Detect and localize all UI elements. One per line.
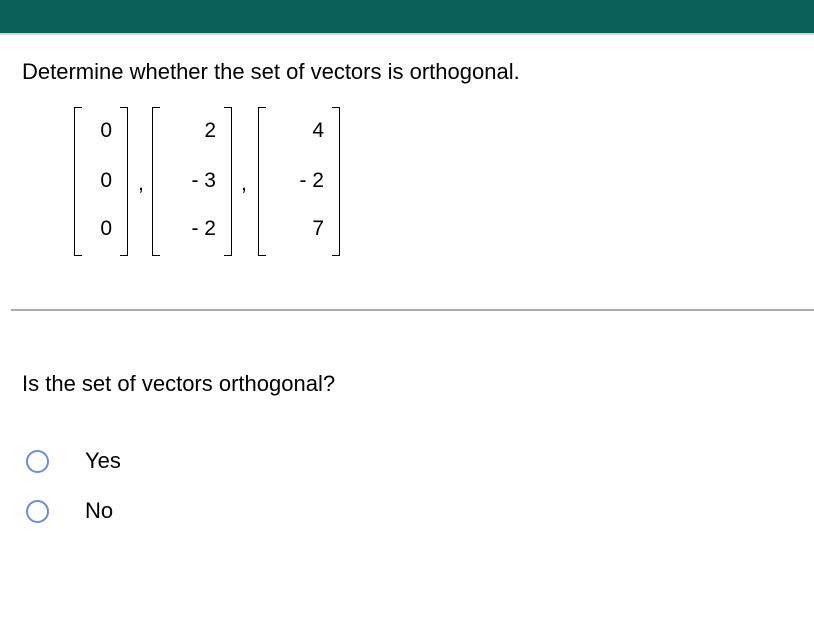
vector-entry: 0 <box>100 169 112 192</box>
bracket-left <box>152 107 160 256</box>
section-divider <box>11 309 814 311</box>
header-divider <box>0 33 814 35</box>
vector-2 <box>152 107 232 256</box>
vector-separator: , <box>241 172 247 195</box>
bracket-right <box>332 107 340 256</box>
vector-entry: 0 <box>100 119 112 142</box>
option-label[interactable]: Yes <box>85 448 121 473</box>
option-label[interactable]: No <box>85 498 114 523</box>
question-title: Determine whether the set of vectors is orthogonal. <box>22 59 520 84</box>
vector-entry: - 3 <box>191 169 216 192</box>
vector-entry: 7 <box>312 217 324 240</box>
header-bar <box>0 0 814 33</box>
bracket-right <box>120 107 128 256</box>
vector-1 <box>74 107 128 256</box>
bracket-right <box>224 107 232 256</box>
vector-separator: , <box>138 172 144 195</box>
vector-3 <box>258 107 340 256</box>
vector-entry: - 2 <box>299 169 324 192</box>
bracket-left <box>74 107 82 256</box>
vector-entry: 0 <box>100 217 112 240</box>
vector-entry: 4 <box>312 119 324 142</box>
vector-entry: 2 <box>204 119 216 142</box>
radio-circle-icon[interactable] <box>26 450 49 473</box>
vector-entry: - 2 <box>191 217 216 240</box>
radio-circle-icon[interactable] <box>26 500 49 523</box>
bracket-left <box>258 107 266 256</box>
sub-question: Is the set of vectors orthogonal? <box>22 371 336 396</box>
